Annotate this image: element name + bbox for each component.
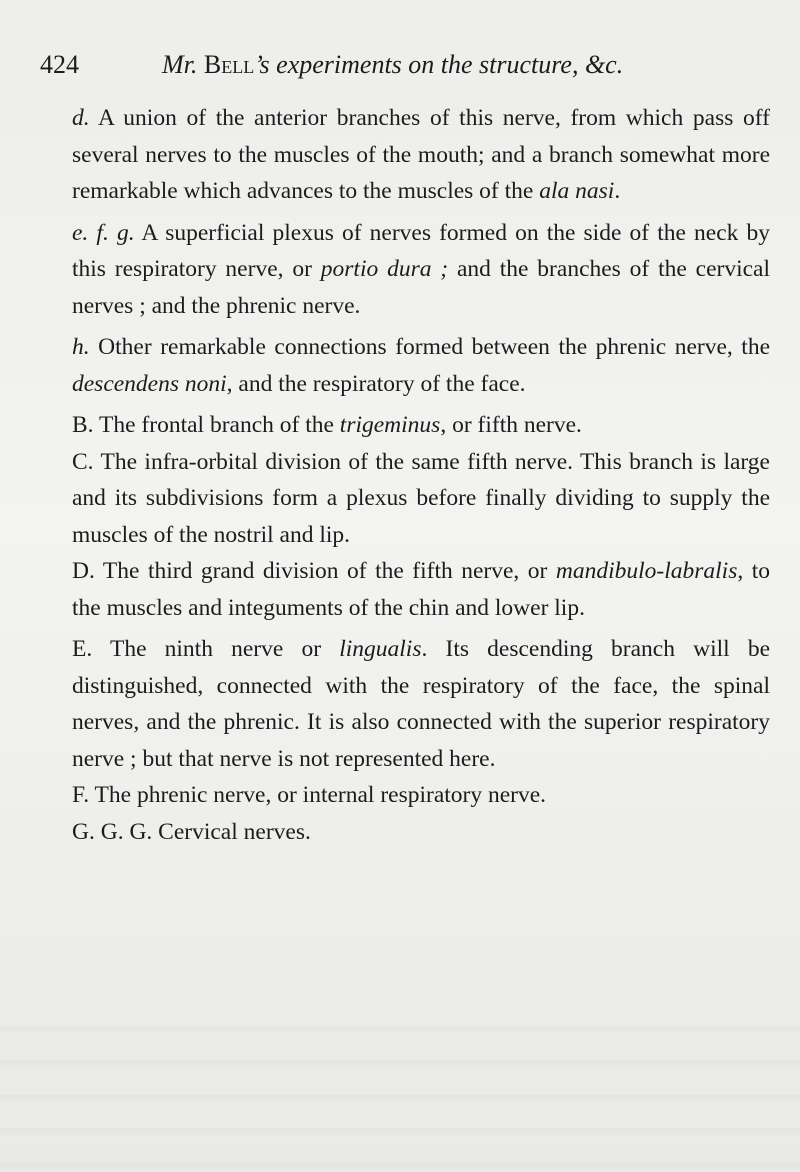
entry-key: G. G. G. xyxy=(72,818,153,845)
entry-key: e. f. g. xyxy=(72,219,135,246)
entry-italic: mandibulo-labralis xyxy=(555,558,738,584)
entry-key: d. xyxy=(72,105,90,131)
show-through-texture xyxy=(0,1000,800,1172)
running-head-title: ’s experiments on the structure, &c. xyxy=(254,50,624,79)
entry-GGG xyxy=(38,814,770,851)
entry-text: The infra-orbital division of the same fifth nerve. This branch is large and its subdivisions form a plexus before finally dividing to supply the muscles of the nostril and lip. xyxy=(72,448,770,548)
running-head-author: Mr. xyxy=(162,50,204,79)
entry-key: F. xyxy=(72,782,90,808)
running-head-author-name: Bell xyxy=(203,50,255,79)
page-header xyxy=(40,50,770,90)
entry-text: A union of the anterior branches of this nerve, from which pass off several nerves to the muscles of the mouth; and a branch somewhat more remarkable which advances to the muscles of the xyxy=(72,105,770,204)
entry-key: C. xyxy=(72,448,94,475)
entry-text: The phrenic nerve, or internal respiratory nerve. xyxy=(89,782,547,808)
entry-text: and the branches of the cervical nerves ; and the phrenic nerve. xyxy=(72,256,770,319)
entry-text: The third grand division of the fifth nerve, or xyxy=(94,558,556,584)
entry-F xyxy=(38,777,770,814)
entry-italic: lingualis xyxy=(339,636,422,662)
entry-text: The ninth nerve or xyxy=(92,636,340,662)
entry-E xyxy=(38,631,770,777)
entry-italic: descendens noni xyxy=(72,370,227,397)
entry-key: h. xyxy=(72,334,90,360)
running-head xyxy=(162,50,623,80)
entry-text: , to the muscles and integuments of the chin and lower lip. xyxy=(72,558,771,621)
entry-text: . Its descending branch will be distinguished, connected with the respiratory of the face, the spinal nerves, and the phrenic. It is also connected with the superior respiratory nerve ; but that nerve is not represented here. xyxy=(72,636,771,772)
entry-text: . xyxy=(614,178,621,204)
entry-C xyxy=(38,444,770,554)
body-text xyxy=(38,100,770,850)
entry-text: Other remarkable connections formed between the phrenic nerve, the xyxy=(89,334,770,360)
page-number: 424 xyxy=(40,50,79,79)
entry-italic: trigeminus xyxy=(339,412,441,438)
entry-text: , and the respiratory of the face. xyxy=(226,370,526,397)
entry-efg xyxy=(38,215,770,325)
entry-text: A superficial plexus of nerves formed on the side of the neck by this respiratory nerve, or xyxy=(72,219,770,282)
entry-B xyxy=(38,407,770,444)
entry-text: Cervical nerves. xyxy=(152,818,311,845)
entry-key: E. xyxy=(72,636,93,662)
entry-key: D. xyxy=(72,558,95,584)
entry-D xyxy=(38,553,770,626)
entry-d xyxy=(38,100,770,210)
entry-italic: ala nasi xyxy=(539,178,615,204)
entry-key: B. xyxy=(72,412,94,438)
entry-italic: portio dura ; xyxy=(320,256,449,282)
entry-h xyxy=(38,329,770,402)
entry-text: , or fifth nerve. xyxy=(440,412,582,438)
entry-text: The frontal branch of the xyxy=(93,412,340,438)
